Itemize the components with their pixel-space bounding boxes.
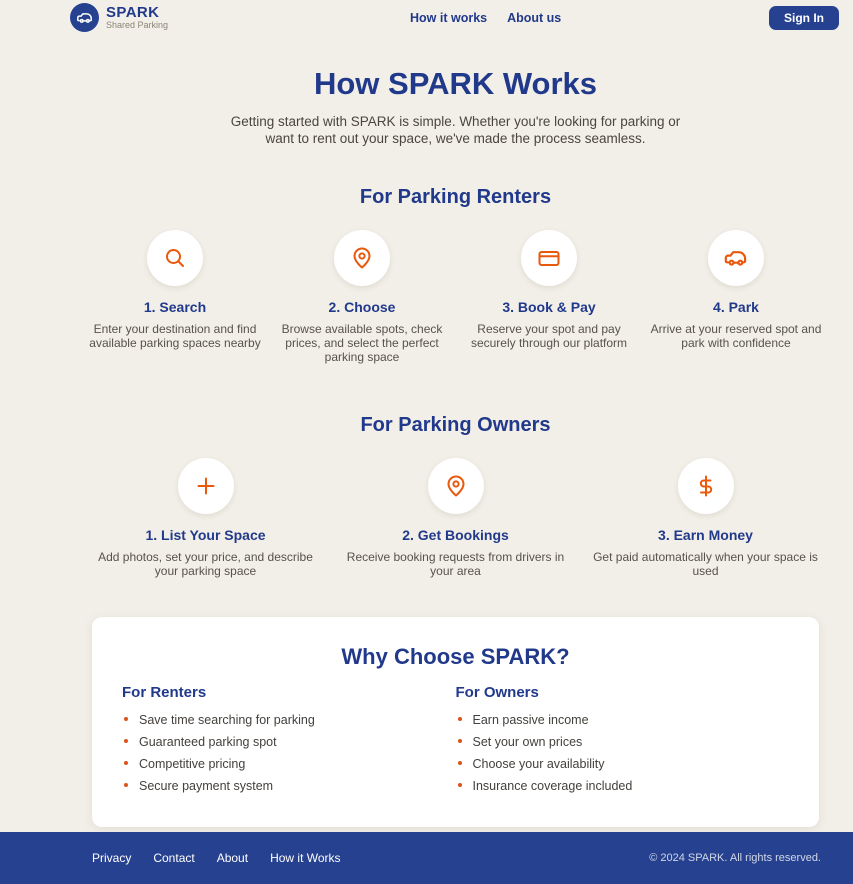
step-title: 1. List Your Space <box>145 527 266 543</box>
step-description: Browse available spots, check prices, and select the perfect parking space <box>281 322 443 364</box>
owner-step-list-space <box>81 458 331 578</box>
step-title: 1. Search <box>143 299 207 315</box>
search-icon <box>147 230 203 286</box>
footer-links <box>92 851 341 865</box>
header <box>0 0 853 36</box>
dollar-icon <box>678 458 734 514</box>
car-logo-icon <box>70 3 99 32</box>
step-title: 2. Choose <box>328 299 396 315</box>
brand-name: SPARK <box>106 3 160 21</box>
credit-card-icon <box>521 230 577 286</box>
page-title: How SPARK Works <box>313 66 598 101</box>
plus-icon <box>178 458 234 514</box>
brand-logo[interactable] <box>70 3 168 32</box>
footer-copyright: © 2024 SPARK. All rights reserved. <box>649 852 821 864</box>
list-item: Earn passive income <box>456 713 790 735</box>
page-subtitle: Getting started with SPARK is simple. Whether you're looking for parking or want to rent out your space, we've made the process seamless. <box>230 114 681 146</box>
list-item: Save time searching for parking <box>122 713 456 735</box>
list-item: Choose your availability <box>456 757 790 779</box>
map-pin-icon <box>428 458 484 514</box>
renter-step-search <box>82 230 269 364</box>
nav-how-it-works[interactable]: How it works <box>410 11 488 25</box>
step-description: Add photos, set your price, and describe your parking space <box>98 550 313 578</box>
renter-step-book-pay <box>456 230 643 364</box>
why-renters-heading: For Renters <box>122 684 207 701</box>
why-choose-card <box>92 617 819 827</box>
step-description: Get paid automatically when your space is used <box>593 550 818 578</box>
owners-section-heading: For Parking Owners <box>360 414 551 436</box>
list-item: Guaranteed parking spot <box>122 735 456 757</box>
why-renters-list <box>122 713 456 801</box>
step-title: 3. Book & Pay <box>502 299 596 315</box>
brand-text <box>106 5 168 31</box>
list-item: Secure payment system <box>122 779 456 801</box>
owner-step-earn-money <box>581 458 831 578</box>
renters-steps <box>82 230 830 364</box>
brand-tagline: Shared Parking <box>106 19 169 30</box>
list-item: Competitive pricing <box>122 757 456 779</box>
step-description: Receive booking requests from drivers in your area <box>346 550 565 578</box>
list-item: Insurance coverage included <box>456 779 790 801</box>
car-icon <box>708 230 764 286</box>
main-nav <box>410 11 561 25</box>
why-owners-column <box>456 685 790 801</box>
renter-step-choose <box>269 230 456 364</box>
footer-link-how-it-works[interactable]: How it Works <box>270 851 341 865</box>
renters-section-heading: For Parking Renters <box>359 186 552 208</box>
why-owners-list <box>456 713 790 801</box>
owner-step-get-bookings <box>331 458 581 578</box>
step-title: 2. Get Bookings <box>402 527 509 543</box>
footer-link-contact[interactable]: Contact <box>153 851 195 865</box>
step-description: Reserve your spot and pay securely through our platform <box>470 322 628 350</box>
step-title: 3. Earn Money <box>658 527 753 543</box>
why-choose-heading: Why Choose SPARK? <box>341 644 570 669</box>
sign-in-button[interactable]: Sign In <box>769 6 839 30</box>
map-pin-icon <box>334 230 390 286</box>
nav-about-us[interactable]: About us <box>507 11 562 25</box>
step-description: Enter your destination and find available parking spaces nearby <box>89 322 261 350</box>
renter-step-park <box>643 230 830 364</box>
step-title: 4. Park <box>713 299 759 315</box>
footer-link-about[interactable]: About <box>216 851 249 865</box>
footer-link-privacy[interactable]: Privacy <box>92 851 132 865</box>
step-description: Arrive at your reserved spot and park with confidence <box>650 322 822 350</box>
footer <box>0 832 853 884</box>
why-owners-heading: For Owners <box>455 684 539 701</box>
owners-steps <box>81 458 831 578</box>
main-content <box>29 66 853 827</box>
why-choose-columns <box>122 685 789 801</box>
why-renters-column <box>122 685 456 801</box>
list-item: Set your own prices <box>456 735 790 757</box>
